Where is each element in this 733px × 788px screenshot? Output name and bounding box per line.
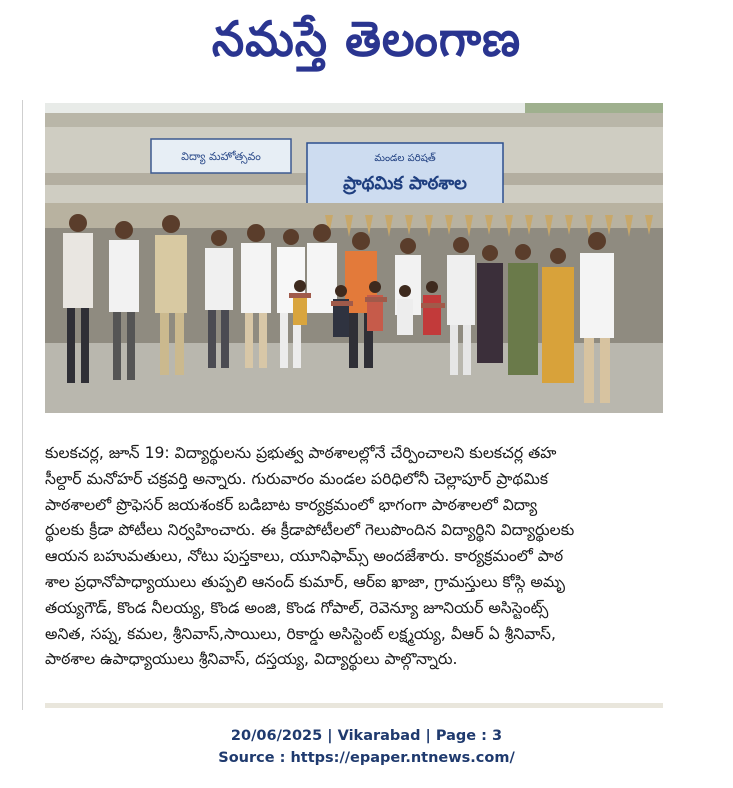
banner-left-text: విద్యా మహోత్సవం: [181, 150, 261, 163]
banner-top-text: మండల పరిషత్: [374, 153, 436, 164]
column-rule: [22, 100, 23, 710]
article-line: కులకచర్ల, జూన్ 19: విద్యార్థులను ప్రభుత్వ పాఠశాలల్లోనే చేర్పించాలని కులకచర్ల తహ: [45, 444, 557, 462]
photo-strip-divider: [45, 703, 663, 708]
source-link[interactable]: Source : https://epaper.ntnews.com/: [218, 750, 515, 766]
article-line: అనిత, సప్న, కమల, శ్రీనివాస్,సాయిలు, రికార్డు అసిస్టెంట్ లక్ష్మయ్య, వీఆర్ ఏ శ్రీనివాస్,: [45, 624, 556, 643]
edition-meta: 20/06/2025 | Vikarabad | Page : 3: [230, 728, 503, 744]
masthead: [0, 0, 733, 90]
newspaper-title: నమస్తే తెలంగాణ: [211, 10, 522, 68]
article-line: తయ్యగౌడ్, కొండ నీలయ్య, కొండ అంజి, కొండ గోపాల్, రెవెన్యూ జూనియర్ అసిస్టెంట్స్: [45, 598, 549, 617]
article-line: ర్థులకు క్రీడా పోటీలు నిర్వహించారు. ఈ క్రీడాపోటీలలో గెలుపొందిన విద్యార్థిని విద్యార్థులకు: [45, 521, 575, 540]
article-line: సీల్దార్ మనోహర్ చక్రవర్తి అన్నారు. గురువారం మండల పరిధిలోనీ చెల్లాపూర్ ప్రాథమిక: [45, 469, 548, 488]
news-photo: [45, 103, 663, 413]
article-line: శాల ప్రధానోపాధ్యాయులు తుప్పలి ఆనంద్ కుమార్, ఆర్ఐ ఖాజా, గ్రామస్తులు కోస్గి అమృ: [45, 572, 565, 591]
article-body: [45, 441, 663, 673]
article-line: పాఠశాల ఉపాధ్యాయులు శ్రీనివాస్, దస్తయ్య, విద్యార్థులు పాల్గొన్నారు.: [45, 650, 458, 669]
page-footer: [0, 725, 733, 769]
article-line: ఆయన బహుమతులు, నోటు పుస్తకాలు, యూనిఫామ్స్ అందజేశారు. కార్యక్రమంలో పాఠ: [45, 547, 564, 566]
article-line: పాఠశాలలో ప్రొఫెసర్ జయశంకర్ బడిబాట కార్యక్రమంలో భాగంగా పాఠశాలలో విద్యా: [45, 495, 538, 514]
banner-main-text: ప్రాథమిక పాఠశాల: [343, 173, 467, 194]
